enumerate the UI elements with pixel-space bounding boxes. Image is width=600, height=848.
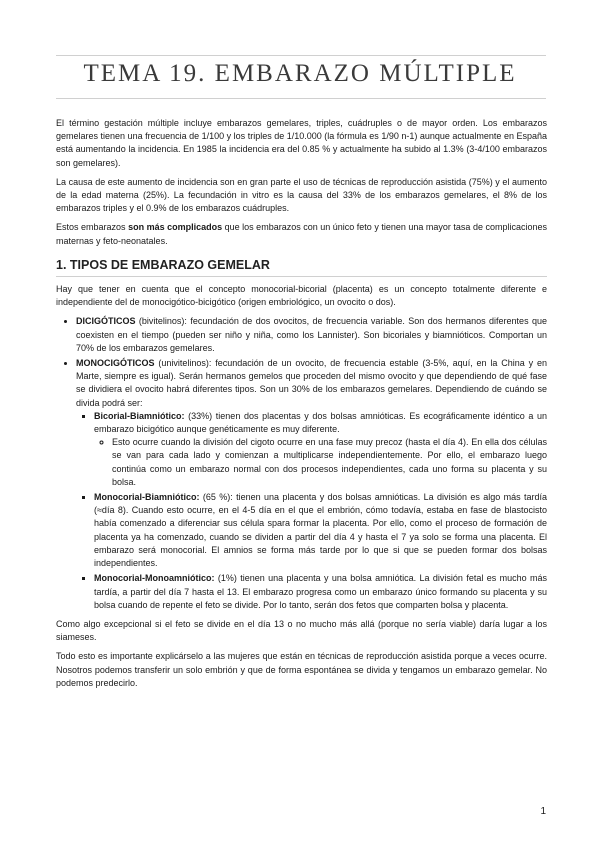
- dicigoticos-label: DICIGÓTICOS: [76, 316, 136, 327]
- document-body: [56, 117, 547, 696]
- section-intro: Hay que tener en cuenta que el concepto monocorial-bicorial (placenta) es un concepto totalmente diferente e independiente del de monocigótico-bicigótico (origen embriológico, un ovocito o dos).: [56, 284, 547, 308]
- page-title: TEMA 19. EMBARAZO MÚLTIPLE: [83, 60, 517, 87]
- dicigoticos-text: (bivitelinos): fecundación de dos ovocitos, de frecuencia variable. Son dos hermanos diferentes que coexisten en el tiempo (pueden ser niño y niña, como los Lannister). Son bicoriales y biamnióticos. Comportan un 70% de los embarazos gemelares.: [76, 316, 547, 353]
- bicorial-biamniotico-text: (33%) tienen dos placentas y dos bolsas amnióticas. Es ecográficamente idéntico a un embarazo bicigótico aunque genéticamente es muy diferente.: [94, 410, 547, 435]
- list-item-monocorial-biamniotico: [94, 491, 547, 570]
- siameses-paragraph: Como algo excepcional si el feto se divide en el día 13 o no mucho más allá (porque no sería viable) daría lugar a los siameses.: [56, 618, 547, 643]
- bicorial-biamniotico-label: Bicorial-Biamniótico:: [94, 410, 185, 421]
- intro-paragraph-1: El término gestación múltiple incluye embarazos gemelares, triples, cuádruples o de mayor orden. Los embarazos gemelares tienen una frecuencia de 1/100 y los triples de 1/10.000 (la fórmula es 1/90 n-1) aunque actualmente en España está aumentando la incidencia. En 1985 la incidencia era del 0.85 % y actualmente ha subido al 1.3% (3-4/100 embarazos son gemelares).: [56, 118, 547, 168]
- bicorial-detail-item: ◦ Esto ocurre cuando la división del cigoto ocurre en una fase muy precoz (hasta el día 4). En ella dos células se van para cada lado y comienzan a multiplicarse independientemente. Por ello, el embarazo luego continúa como un embarazo normal con dos procesos independientes, cada uno forma su placenta y su bolsa.: [112, 436, 547, 489]
- complications-text-before: Estos embarazos: [56, 222, 129, 233]
- list-item-bicorial-biamniotico: [94, 410, 547, 489]
- complications-paragraph: [56, 221, 547, 247]
- monocorial-biamniotico-label: Monocorial-Biamniótico:: [94, 492, 200, 503]
- title-divider: [56, 98, 546, 99]
- closing-paragraph: Todo esto es importante explicárselo a las mujeres que están en técnicas de reproducción asistida porque a veces ocurre. Nosotros podemos transferir un solo embrión y que de forma espontánea se divida y tengamos un embarazo gemelar. No podemos predecirlo.: [56, 651, 547, 688]
- list-item-monocigoticos: [76, 357, 547, 612]
- monocigoticos-label: MONOCIGÓTICOS: [76, 358, 155, 369]
- list-item-monocorial-monoamniotico: [94, 572, 547, 612]
- intro-paragraph-2: La causa de este aumento de incidencia son en gran parte el uso de técnicas de reproducción asistida (75%) y el aumento de la edad materna (25%). La fecundación in vitro es la causa del 33% de los embarazos gemelares, el 8% de los embarazos triples y el 0.9% de los embarazos cuádruples.: [56, 176, 547, 214]
- complications-text-after: que los embarazos con un único feto y tienen una mayor tasa de complicaciones maternas y feto-neonatales.: [56, 222, 547, 246]
- monocigoticos-text: (univitelinos): fecundación de un ovocito, de frecuencia estable (3-5%, aquí, en la China y en Marte, siempre es igual). Serán hermanos gemelos que proceden del mismo ovocito y que dependiendo de qué fase se dividiera el ovocito habrá diferentes tipos. Son un 30% de los embarazos gemelares. Dependiendo de cuándo se divida podrá ser:: [76, 358, 547, 408]
- bicorial-detail-list: [94, 436, 547, 489]
- top-divider: [56, 55, 546, 56]
- page-number: 1: [540, 806, 546, 817]
- twin-types-list: [56, 315, 547, 611]
- list-item-dicigoticos: [76, 315, 547, 355]
- monocorial-monoamniotico-text: (1%) tienen una placenta y una bolsa amniótica. La división fetal es mucho más tardía, a partir del día 7 hasta el 13. El embarazo progresa como un embarazo único formando su placenta y su bolsa cuando de repente el feto se divide. Por lo tanto, serán dos fetos que comparten bolsa y placenta.: [94, 573, 547, 610]
- monocigotic-subtypes-list: [76, 410, 547, 612]
- complications-emphasis: son más complicados: [128, 222, 223, 233]
- monocorial-biamniotico-text: (65 %): tienen una placenta y dos bolsas amnióticas. La división es algo más tardía (≈día 8). Cuando esto ocurre, en el 4-5 día en el que el embrión, cómo todavía, estaba en fase de blastocisto había comenzado a diferenciar sus célula spara formar la placenta. Por ello, como el proceso de formación de placenta ya ha comenzado, cuando se dividen a partir del día 4 y hasta el 7 ya solo se forma una placenta. El embarazo será monocorial. El amnios se forma más tarde por lo que si que se pueden formar dos bolsas independientes.: [94, 492, 547, 569]
- monocorial-monoamniotico-label: Monocorial-Monoamniótico:: [94, 573, 215, 584]
- section-heading: 1. TIPOS DE EMBARAZO GEMELAR: [56, 259, 547, 277]
